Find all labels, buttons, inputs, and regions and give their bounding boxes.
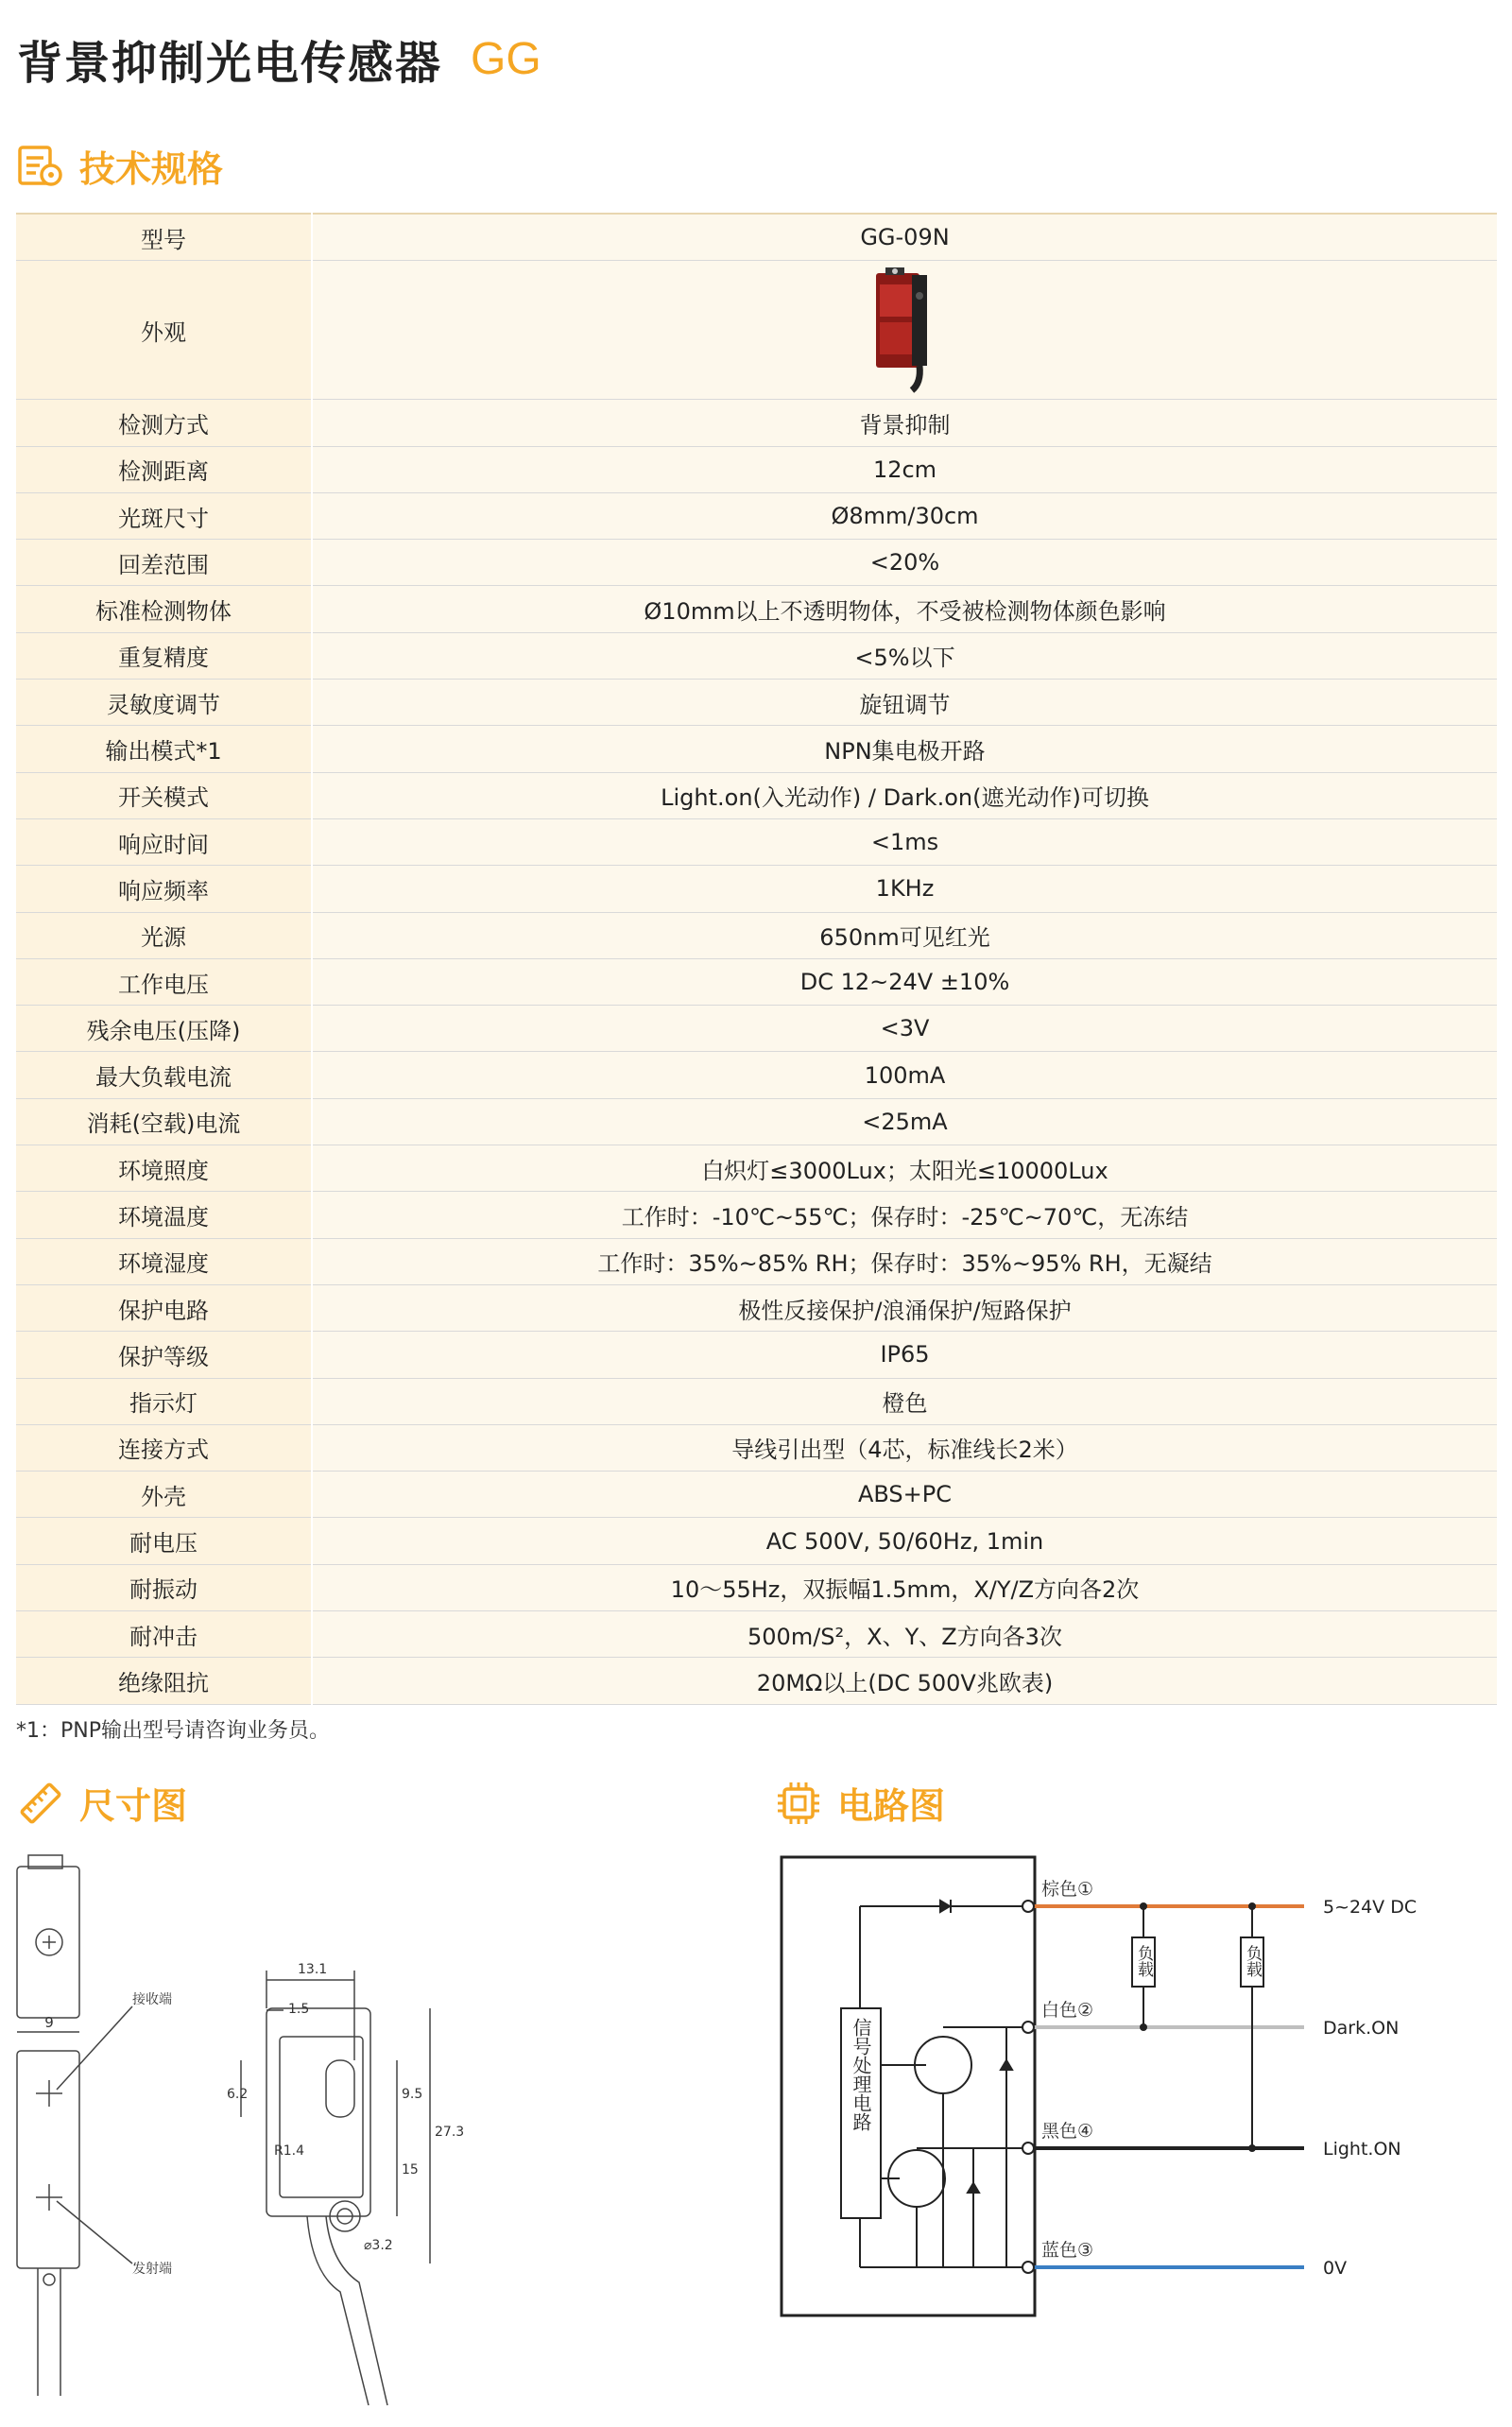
appearance-row — [16, 261, 1497, 400]
dimensions-section-title: 尺寸图 — [79, 1785, 188, 1827]
spec-value: <25mA — [312, 1098, 1497, 1145]
emitter-label: 发射端 — [132, 2262, 172, 2277]
model-value: GG-09N — [312, 214, 1497, 261]
spec-value: 白炽灯≤3000Lux；太阳光≤10000Lux — [312, 1145, 1497, 1192]
spec-value: 旋钮调节 — [312, 680, 1497, 726]
spec-value: Ø8mm/30cm — [312, 492, 1497, 539]
table-row — [16, 866, 1497, 912]
spec-key: 连接方式 — [16, 1424, 312, 1471]
spec-key: 检测方式 — [16, 400, 312, 446]
spec-key: 输出模式*1 — [16, 726, 312, 772]
table-row — [16, 680, 1497, 726]
spec-value: <3V — [312, 1006, 1497, 1052]
dim-d3-2-label: ⌀3.2 — [364, 2238, 393, 2253]
table-row — [16, 1564, 1497, 1610]
table-row — [16, 632, 1497, 679]
spec-value: <20% — [312, 540, 1497, 586]
spec-key: 工作电压 — [16, 958, 312, 1005]
spec-key: 耐振动 — [16, 1564, 312, 1610]
dimensions-section-header — [17, 1777, 187, 1829]
wire-end-brown: 5~24V DC — [1323, 1897, 1418, 1918]
wire-label-brown: 棕色① — [1041, 1879, 1094, 1900]
spec-key: 灵敏度调节 — [16, 680, 312, 726]
load-label-1: 负载 — [1134, 1945, 1153, 1977]
wire-label-blue: 蓝色③ — [1041, 2240, 1094, 2261]
spec-value: 1KHz — [312, 866, 1497, 912]
spec-value: 650nm可见红光 — [312, 912, 1497, 958]
spec-key: 耐电压 — [16, 1518, 312, 1564]
table-row — [16, 400, 1497, 446]
spec-key: 耐冲击 — [16, 1611, 312, 1658]
chip-icon — [775, 1780, 822, 1827]
table-row — [16, 772, 1497, 818]
table-row — [16, 1052, 1497, 1098]
table-row — [16, 726, 1497, 772]
spec-key: 消耗(空载)电流 — [16, 1098, 312, 1145]
table-row — [16, 1006, 1497, 1052]
dim-15-label: 15 — [402, 2162, 419, 2177]
receiver-label: 接收端 — [132, 1992, 172, 2007]
table-row — [16, 1518, 1497, 1564]
spec-value: IP65 — [312, 1332, 1497, 1378]
dim-9-label: 9 — [44, 2014, 54, 2031]
table-row — [16, 958, 1497, 1005]
spec-value: <5%以下 — [312, 632, 1497, 679]
spec-value: 导线引出型（4芯，标准线长2米） — [312, 1424, 1497, 1471]
signal-block-label: 信号处理电路 — [850, 2018, 872, 2131]
dim-6-2-label: 6.2 — [227, 2087, 249, 2102]
table-row — [16, 1192, 1497, 1238]
wire-end-white: Dark.ON — [1323, 2018, 1400, 2039]
spec-value: 工作时：-10℃~55℃；保存时：-25℃~70℃，无冻结 — [312, 1192, 1497, 1238]
product-name: 背景抑制光电传感器 — [17, 36, 443, 90]
spec-key: 响应频率 — [16, 866, 312, 912]
spec-value: 500m/S²，X、Y、Z方向各3次 — [312, 1611, 1497, 1658]
table-row — [16, 586, 1497, 632]
table-row — [16, 818, 1497, 865]
appearance-image-cell — [312, 261, 1497, 400]
spec-value: AC 500V, 50/60Hz, 1min — [312, 1518, 1497, 1564]
spec-table — [16, 213, 1497, 1705]
spec-key: 开关模式 — [16, 772, 312, 818]
table-row — [16, 1098, 1497, 1145]
load-label-2: 负载 — [1243, 1945, 1262, 1977]
dim-1-5-label: 1.5 — [288, 2002, 310, 2017]
table-row — [16, 446, 1497, 492]
appearance-key: 外观 — [16, 261, 312, 400]
spec-value: Light.on(入光动作) / Dark.on(遮光动作)可切换 — [312, 772, 1497, 818]
table-row — [16, 1424, 1497, 1471]
spec-key: 光源 — [16, 912, 312, 958]
spec-value: 10～55Hz，双振幅1.5mm，X/Y/Z方向各2次 — [312, 1564, 1497, 1610]
spec-key: 标准检测物体 — [16, 586, 312, 632]
spec-value: 20MΩ以上(DC 500V兆欧表) — [312, 1658, 1497, 1704]
spec-key: 指示灯 — [16, 1378, 312, 1424]
wire-end-black: Light.ON — [1323, 2139, 1401, 2160]
table-row — [16, 1238, 1497, 1284]
spec-value: ABS+PC — [312, 1472, 1497, 1518]
wire-label-black: 黑色④ — [1041, 2121, 1094, 2142]
circuit-diagram — [775, 1848, 1503, 2339]
specs-section-title: 技术规格 — [79, 148, 224, 190]
spec-value: 极性反接保护/浪涌保护/短路保护 — [312, 1284, 1497, 1331]
table-row — [16, 1472, 1497, 1518]
spec-key: 环境照度 — [16, 1145, 312, 1192]
table-row — [16, 1611, 1497, 1658]
dimension-drawing — [0, 1848, 718, 2415]
footnote: *1：PNP输出型号请咨询业务员。 — [16, 1719, 330, 1743]
table-row — [16, 1378, 1497, 1424]
spec-value: <1ms — [312, 818, 1497, 865]
spec-value: 工作时：35%~85% RH；保存时：35%~95% RH，无凝结 — [312, 1238, 1497, 1284]
spec-key: 环境温度 — [16, 1192, 312, 1238]
spec-key: 环境湿度 — [16, 1238, 312, 1284]
model-key: 型号 — [16, 214, 312, 261]
spec-key: 保护等级 — [16, 1332, 312, 1378]
dim-13-1-label: 13.1 — [298, 1962, 328, 1977]
spec-value: NPN集电极开路 — [312, 726, 1497, 772]
wire-label-white: 白色② — [1041, 2000, 1094, 2021]
spec-key: 最大负载电流 — [16, 1052, 312, 1098]
spec-key: 回差范围 — [16, 540, 312, 586]
dim-r1-4-label: R1.4 — [274, 2143, 304, 2159]
circuit-section-title: 电路图 — [837, 1785, 946, 1827]
circuit-section-header — [775, 1777, 945, 1829]
wire-end-blue: 0V — [1323, 2258, 1348, 2279]
table-header-row — [16, 214, 1497, 261]
ruler-icon — [17, 1780, 64, 1827]
product-series-code: GG — [471, 33, 541, 84]
table-row — [16, 1658, 1497, 1704]
spec-value: DC 12~24V ±10% — [312, 958, 1497, 1005]
dim-27-3-label: 27.3 — [435, 2125, 465, 2140]
dim-9-5-label: 9.5 — [402, 2087, 423, 2102]
spec-key: 响应时间 — [16, 818, 312, 865]
table-row — [16, 912, 1497, 958]
page-title — [17, 21, 541, 96]
spec-value: 100mA — [312, 1052, 1497, 1098]
table-row — [16, 540, 1497, 586]
table-row — [16, 1332, 1497, 1378]
spec-key: 残余电压(压降) — [16, 1006, 312, 1052]
spec-key: 外壳 — [16, 1472, 312, 1518]
table-row — [16, 1284, 1497, 1331]
spec-key: 保护电路 — [16, 1284, 312, 1331]
spec-key: 检测距离 — [16, 446, 312, 492]
spec-value: 橙色 — [312, 1378, 1497, 1424]
spec-value: Ø10mm以上不透明物体，不受被检测物体颜色影响 — [312, 586, 1497, 632]
spec-value: 12cm — [312, 446, 1497, 492]
spec-key: 绝缘阻抗 — [16, 1658, 312, 1704]
product-photo — [863, 264, 948, 396]
specs-section-header — [17, 140, 223, 192]
table-row — [16, 1145, 1497, 1192]
spec-key: 光斑尺寸 — [16, 492, 312, 539]
spec-list-icon — [17, 145, 64, 188]
spec-key: 重复精度 — [16, 632, 312, 679]
table-row — [16, 492, 1497, 539]
spec-value: 背景抑制 — [312, 400, 1497, 446]
